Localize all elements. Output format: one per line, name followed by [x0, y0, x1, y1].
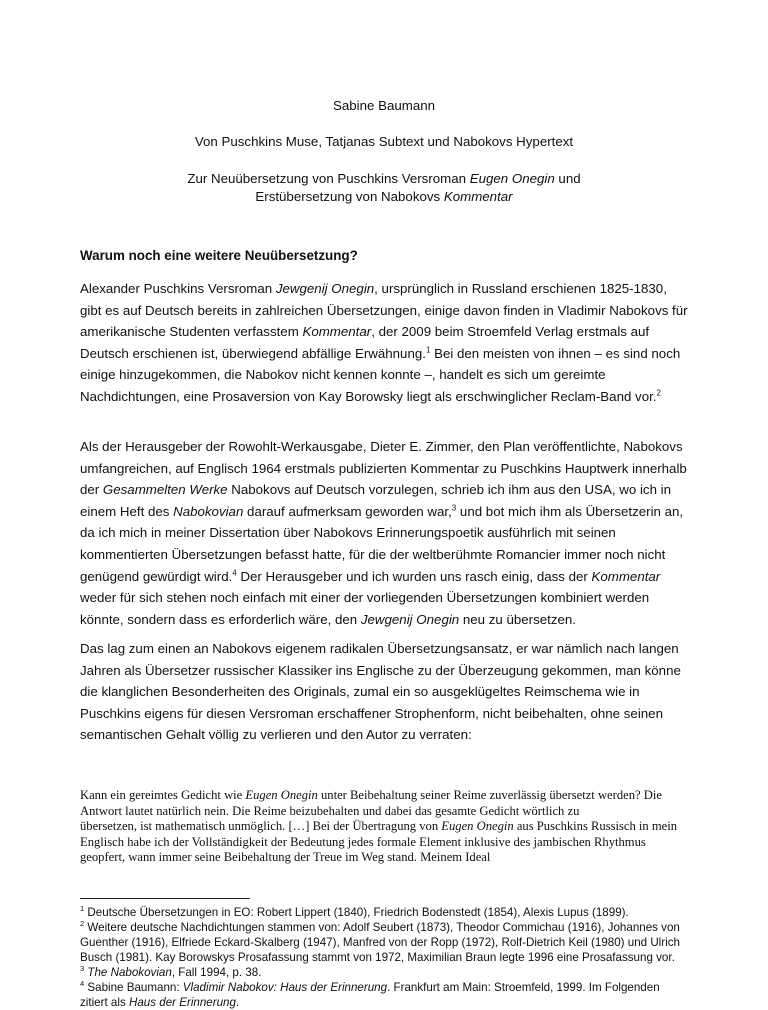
footnote-separator [80, 898, 250, 899]
footnote-number: 1 [80, 904, 85, 914]
footnote-4 [80, 980, 690, 1010]
section-heading: Warum noch eine weitere Neuübersetzung? [80, 248, 358, 263]
italic-text: Eugen Onegin [441, 819, 514, 834]
subtitle-work-title: Kommentar [443, 189, 513, 204]
footnote-text: Deutsche Übersetzungen in EO: Robert Lippert (1840), Friedrich Bodenstedt (1854), Alexis Lupus (1899). [84, 906, 629, 919]
text: Alexander Puschkins Versroman [80, 281, 276, 296]
footnote-text: Sabine Baumann: [84, 981, 183, 994]
italic-text: Nabokovian [173, 503, 244, 519]
footnote-number: 3 [80, 964, 85, 974]
article-title: Von Puschkins Muse, Tatjanas Subtext und Nabokovs Hypertext [194, 134, 574, 149]
paragraph-1 [80, 278, 690, 408]
article-subtitle [0, 170, 768, 206]
italic-text: Jewgenij Onegin [360, 611, 460, 627]
footnote-italic: Haus der Erinnerung [128, 996, 236, 1009]
text: weder für sich stehen noch einfach mit einer der vorliegenden Übersetzungen kombiniert werden könnte, sondern dass es erforderlich wäre, den [80, 590, 650, 627]
text: unter Beibehaltung seiner Reime zuverlässig übersetzt werden? Die Antwort lautet natürlich nein. Die Reime beizubehalten und dabei das gesamte Gedicht wörtlich zu [80, 788, 662, 818]
footnote-ref[interactable]: 2 [656, 388, 661, 398]
block-quote [80, 788, 690, 866]
text: und bot mich ihm als Übersetzerin an, da ich mich in meiner Dissertation über Nabokovs Erinnerungspoetik ausführlich mit seinen kommentierten Übersetzungen befasst hatte, für die der weltberühmte Romancier immer noch nicht genügend gewürdigt wird. [80, 503, 684, 584]
footnote-ref[interactable]: 3 [451, 503, 457, 513]
author-name: Sabine Baumann [332, 98, 436, 113]
footnote-italic: Vladimir Nabokov: Haus der Erinnerung [182, 981, 388, 994]
text: übersetzen, ist mathematisch unmöglich. […] Bei der Übertragung von [80, 819, 442, 834]
italic-text: Jewgenij Onegin [275, 281, 375, 296]
text: neu zu übersetzen. [459, 611, 576, 627]
text: Als der Herausgeber der Rowohlt-Werkausgabe, Dieter E. Zimmer, den Plan veröffentlichte, Nabokovs umfangreichen, auf Englisch 1964 erstmals publizierten Kommentar zu Puschkins Hauptwerk innerhalb der [80, 439, 687, 498]
subtitle-text: Zur Neuübersetzung von Puschkins Versroman [187, 171, 470, 186]
text: , ursprünglich in Russland erschienen 1825-1830, gibt es auf Deutsch bereits in zahlreichen Übersetzungen, einige davon finden in Vladimir Nabokovs für amerikanische Studenten verfasstem [80, 281, 688, 340]
paragraph-3: Das lag zum einen an Nabokovs eigenem radikalen Übersetzungsansatz, er war nämlich nach langen Jahren als Übersetzer russischer Klassiker ins Englische zu der Überzeugung gekommen, man könne die klanglichen Besonderheiten des Originals, zumal ein so ausgeklügeltes Reimschema wie in Puschkins eigens für diesen Versroman erschaffener Strophenform, nicht beibehalten, ohne seinen semantischen Gehalt völlig zu verlieren und den Autor zu verraten: [80, 641, 681, 743]
footnote-text: . Frankfurt am Main: Stroemfeld, 1999. Im Folgenden zitiert als [80, 981, 660, 1009]
footnote-number: 4 [80, 979, 85, 989]
subtitle-text: Erstübersetzung von Nabokovs [255, 189, 444, 204]
footnote-italic: The Nabokovian [84, 966, 172, 979]
italic-text: Eugen Onegin [245, 788, 318, 802]
text: Bei den meisten von ihnen – es sind noch einige hinzugekommen, die Nabokov nicht kennen konnte –, handelt es sich um gereimte Nachdichtungen, eine Prosaversion von Kay Borowsky liegt als erschwinglicher Reclam-Band vor. [80, 345, 681, 404]
footnotes [80, 905, 690, 1010]
footnote-ref[interactable]: 4 [232, 568, 237, 578]
footnote-text: . [235, 996, 240, 1009]
text: Der Herausgeber und ich wurden uns rasch einig, dass der [236, 568, 592, 584]
footnote-text: Weitere deutsche Nachdichtungen stammen von: Adolf Seubert (1873), Theodor Commichau (1916), Johannes von Guenther (1916), Elfriede Eckard-Skalberg (1947), Manfred von der Ropp (1972), Rolf-Dietrich Keil (1980) und Ulrich Busch (1981). Kay Borowskys Prosafassung stammt von 1972, Maximilian Braun legte 1996 eine Prosafassung vor. [80, 921, 680, 964]
footnote-text: , Fall 1994, p. 38. [171, 966, 262, 979]
footnote-3 [80, 965, 690, 980]
italic-text: Kommentar [302, 324, 372, 340]
footnote-ref[interactable]: 1 [425, 345, 431, 355]
footnote-number: 2 [80, 919, 85, 929]
text: darauf aufmerksam geworden war, [243, 503, 452, 519]
italic-text: Gesammelten Werke [102, 482, 228, 498]
subtitle-work-title: Eugen Onegin [469, 171, 555, 186]
italic-text: Kommentar [591, 568, 661, 584]
text: Nabokovs auf Deutsch vorzulegen, schrieb ich ihm aus den USA, wo ich in einem Heft des [80, 482, 672, 519]
footnote-1 [80, 905, 690, 920]
text: , der 2009 beim Stroemfeld Verlag erstmals auf Deutsch erschienen ist, überwiegend abfällige Erwähnung. [80, 324, 650, 361]
footnote-2 [80, 920, 690, 965]
text: aus Puschkins Russisch in mein Englisch habe ich der Vollständigkeit der Bedeutung jedes formale Element inklusive des jambischen Rhythmus geopfert, wann immer seine Beibehaltung der Treue im Weg stand. Meinem Ideal [80, 819, 678, 865]
paragraph-2 [80, 436, 690, 630]
subtitle-text: und [554, 171, 581, 186]
text: Kann ein gereimtes Gedicht wie [80, 788, 246, 802]
